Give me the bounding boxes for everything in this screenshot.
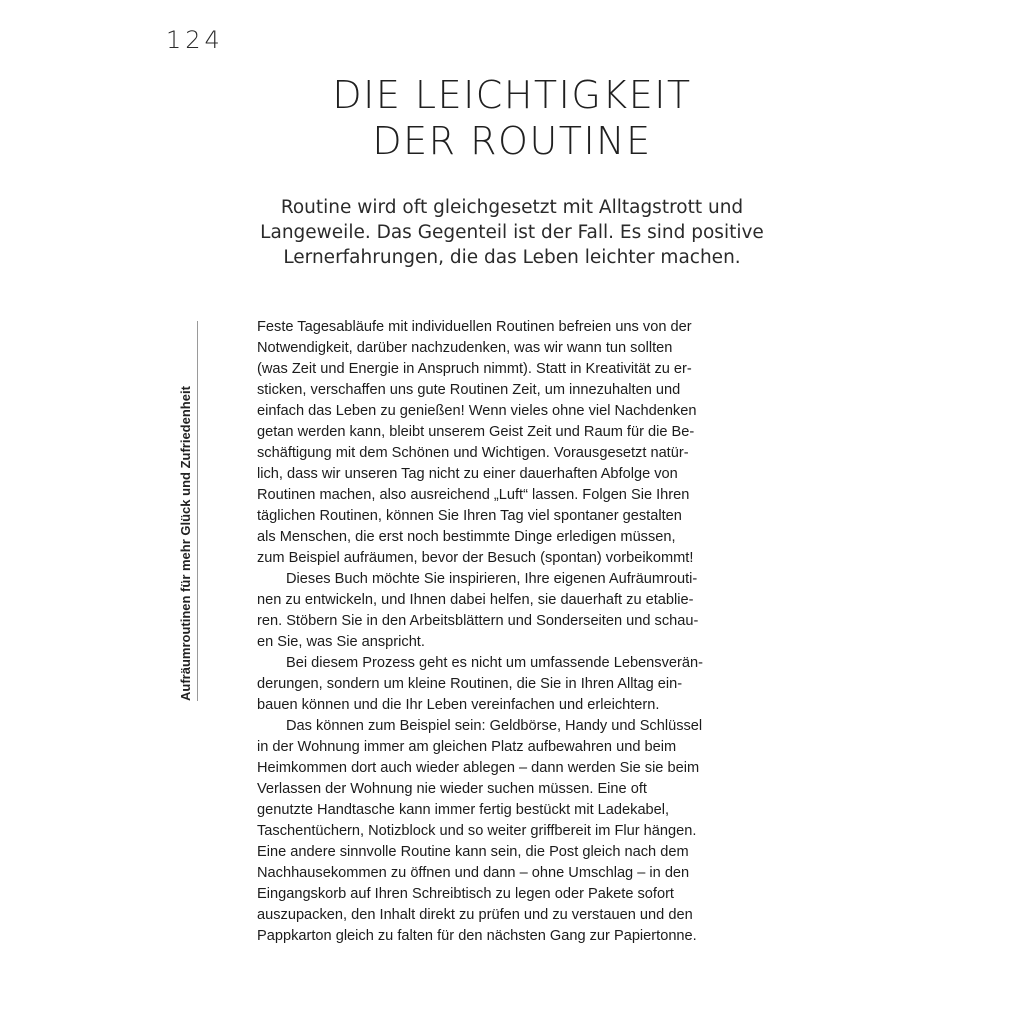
intro-line: Lernerfahrungen, die das Leben leichter machen. xyxy=(283,247,741,268)
body-line: Pappkarton gleich zu falten für den nächsten Gang zur Papiertonne. xyxy=(257,928,697,944)
intro-paragraph xyxy=(210,195,814,270)
body-line: schäftigung mit dem Schönen und Wichtigen. Vorausgesetzt natür- xyxy=(257,445,689,461)
body-line: Taschentüchern, Notizblock und so weiter griffbereit im Flur hängen. xyxy=(257,823,697,839)
body-line: bauen können und die Ihr Leben vereinfachen und erleichtern. xyxy=(257,697,660,713)
body-line: zum Beispiel aufräumen, bevor der Besuch (spontan) vorbeikommt! xyxy=(257,550,694,566)
page-title xyxy=(0,72,1024,164)
body-text xyxy=(257,317,777,947)
body-line: lich, dass wir unseren Tag nicht zu einer dauerhaften Abfolge von xyxy=(257,466,678,482)
body-line: Routinen machen, also ausreichend „Luft“ lassen. Folgen Sie Ihren xyxy=(257,487,690,503)
body-line: en Sie, was Sie anspricht. xyxy=(257,634,425,650)
body-line: Notwendigkeit, darüber nachzudenken, was wir wann tun sollten xyxy=(257,340,673,356)
body-line: Dieses Buch möchte Sie inspirieren, Ihre eigenen Aufräumrouti- xyxy=(286,571,698,587)
page-number: 124 xyxy=(166,26,224,54)
intro-line: Langeweile. Das Gegenteil ist der Fall. Es sind positive xyxy=(260,222,764,243)
intro-line: Routine wird oft gleichgesetzt mit Alltagstrott und xyxy=(280,197,744,218)
body-line: als Menschen, die erst noch bestimmte Dinge erledigen müssen, xyxy=(257,529,676,545)
body-line: Nachhausekommen zu öffnen und dann – ohne Umschlag – in den xyxy=(257,865,690,881)
page-title-line-1: DIE LEICHTIGKEIT xyxy=(332,73,692,117)
body-line: (was Zeit und Energie in Anspruch nimmt). Statt in Kreativität zu er- xyxy=(257,361,692,377)
page-title-line-2: DER ROUTINE xyxy=(372,119,652,163)
body-line: getan werden kann, bleibt unserem Geist Zeit und Raum für die Be- xyxy=(257,424,695,440)
body-line: Das können zum Beispiel sein: Geldbörse, Handy und Schlüssel xyxy=(286,718,703,734)
body-line: sticken, verschaffen uns gute Routinen Zeit, um innezuhalten und xyxy=(257,382,681,398)
body-line: ren. Stöbern Sie in den Arbeitsblättern und Sonderseiten und schau- xyxy=(257,613,699,629)
running-side-header xyxy=(176,321,198,701)
body-line: Eingangskorb auf Ihren Schreibtisch zu legen oder Pakete sofort xyxy=(257,886,674,902)
body-line: Verlassen der Wohnung nie wieder suchen müssen. Eine oft xyxy=(257,781,647,797)
body-line: nen zu entwickeln, und Ihnen dabei helfen, sie dauerhaft zu etablie- xyxy=(257,592,694,608)
body-line: genutzte Handtasche kann immer fertig bestückt mit Ladekabel, xyxy=(257,802,670,818)
body-line: in der Wohnung immer am gleichen Platz aufbewahren und beim xyxy=(257,739,677,755)
body-line: täglichen Routinen, können Sie Ihren Tag viel spontaner gestalten xyxy=(257,508,682,524)
body-line: Eine andere sinnvolle Routine kann sein, die Post gleich nach dem xyxy=(257,844,689,860)
body-line: auszupacken, den Inhalt direkt zu prüfen und zu verstauen und den xyxy=(257,907,693,923)
side-label-text: Aufräumroutinen für mehr Glück und Zufriedenheit xyxy=(178,386,193,701)
body-line: Feste Tagesabläufe mit individuellen Routinen befreien uns von der xyxy=(257,319,692,335)
body-line: Bei diesem Prozess geht es nicht um umfassende Lebensverän- xyxy=(286,655,703,671)
body-line: einfach das Leben zu genießen! Wenn vieles ohne viel Nachdenken xyxy=(257,403,697,419)
body-line: derungen, sondern um kleine Routinen, die Sie in Ihren Alltag ein- xyxy=(257,676,683,692)
body-line: Heimkommen dort auch wieder ablegen – dann werden Sie sie beim xyxy=(257,760,700,776)
